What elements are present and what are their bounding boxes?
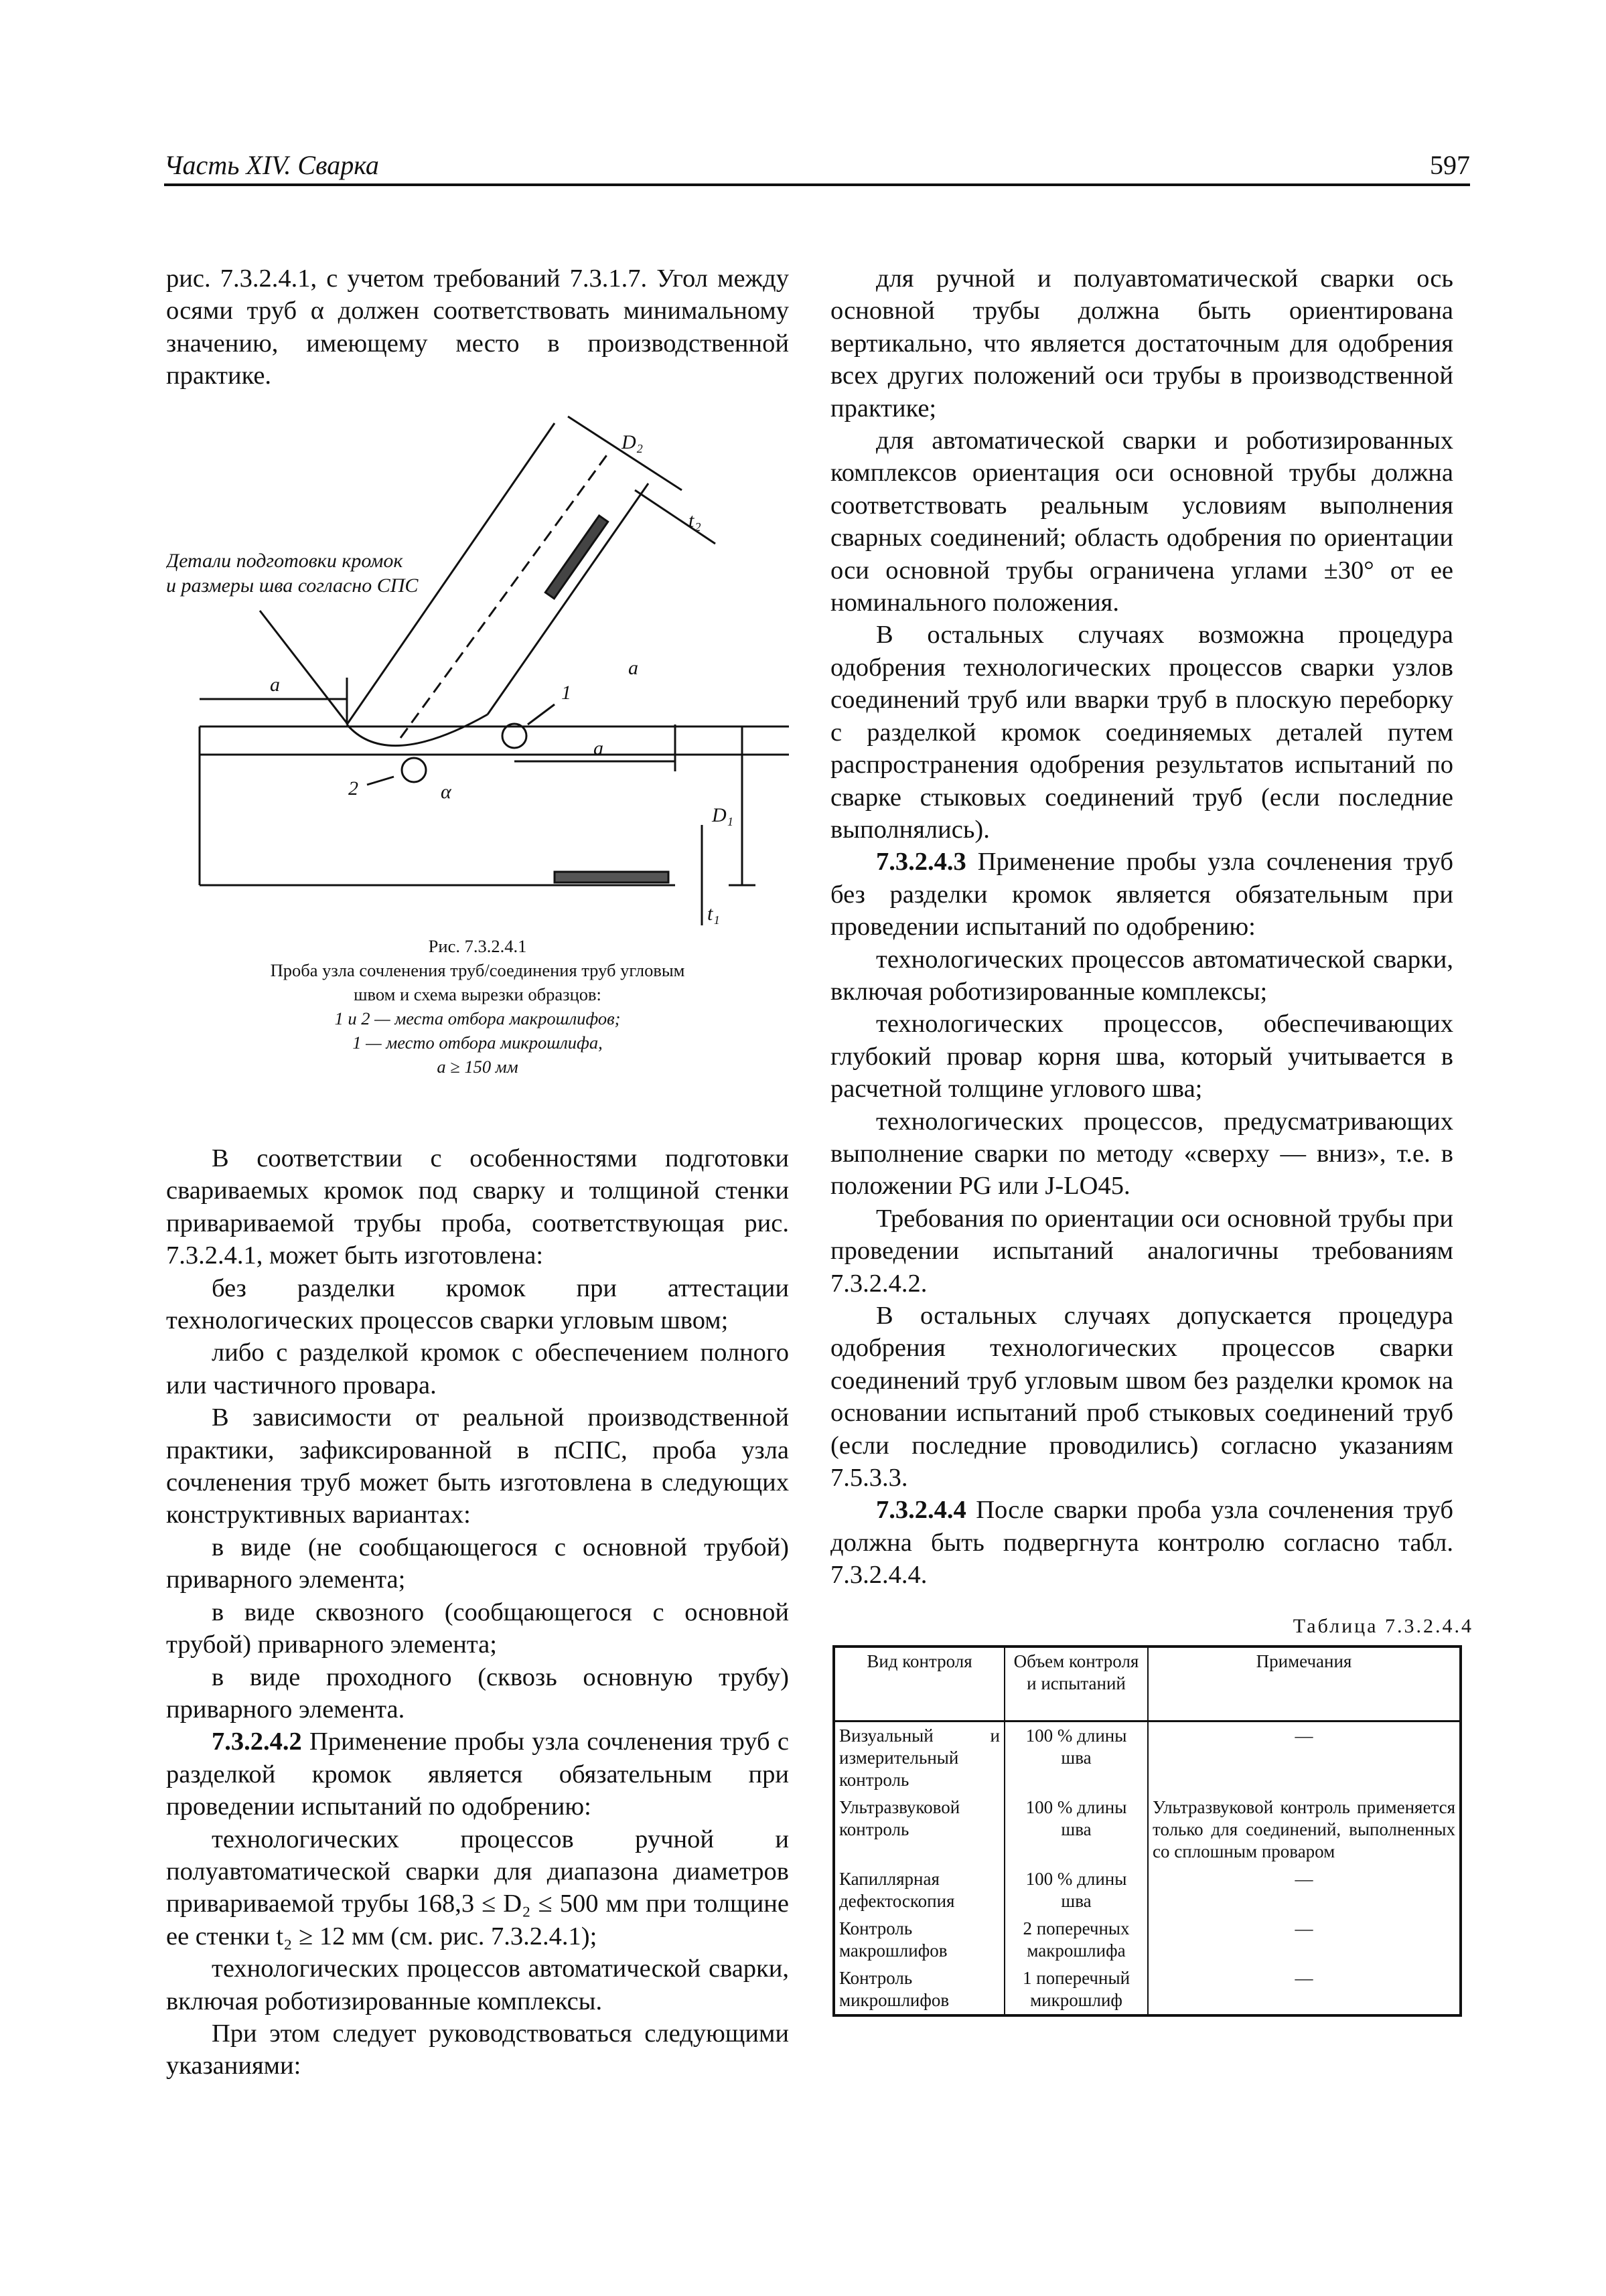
bottom-weld-bead	[555, 872, 668, 883]
paragraph-7-3-2-4-2	[166, 1726, 789, 1823]
figure-pipe-joint	[166, 410, 789, 925]
dim-d2	[568, 416, 682, 490]
table-cell-note	[1148, 1915, 1461, 1965]
label-d1: D₁	[712, 804, 734, 826]
weld-root-curve	[347, 714, 488, 746]
leader-1	[528, 704, 555, 724]
figure-caption	[166, 934, 789, 1079]
label-a-left: a	[270, 674, 280, 696]
label-a-branch: a	[628, 657, 638, 679]
column-header: Объем контроля и испытаний	[1005, 1647, 1148, 1721]
paragraph: технологических процессов, обеспечивающих глубокий провар корня шва, который учитывается в расчетной толщине углового шва;	[830, 1010, 1453, 1103]
label-a-right: a	[593, 737, 603, 759]
table-cell-note	[1148, 1721, 1461, 1794]
table-cell: 2 поперечных макрошлифа	[1005, 1915, 1148, 1965]
paragraph: без разделки кромок при аттестации технологических процессов сварки угловым швом;	[166, 1274, 789, 1335]
column-header: Примечания	[1148, 1647, 1461, 1721]
paragraph: технологических процессов автоматической сварки, включая роботизированные комплексы;	[830, 945, 1453, 1006]
dash: —	[1295, 1869, 1313, 1889]
clause-number: 7.3.2.4.4	[876, 1496, 966, 1525]
label-details-1: Детали подготовки кромок	[166, 550, 403, 572]
paragraph: для ручной и полуавтоматической сварки ось основной трубы должна быть ориентирована вертикально, что является достаточным для одобрения всех других положений оси трубы в производственной практике;	[830, 264, 1453, 423]
table-cell: Ультразвуковой контроль	[834, 1794, 1005, 1865]
table-cell: Капиллярная дефектоскопия	[834, 1865, 1005, 1915]
header-rule	[164, 183, 1470, 186]
clause-number: 7.3.2.4.2	[212, 1728, 302, 1756]
dim-t2	[635, 490, 715, 544]
clause-number: 7.3.2.4.3	[876, 848, 966, 876]
table-cell: 100 % длины шва	[1005, 1721, 1148, 1794]
control-table	[832, 1645, 1462, 2017]
paragraph: В остальных случаях допускается процедура одобрения технологических процессов сварки соединений труб угловым швом без разделки кромок на основании испытаний проб стыковых соединений труб (если последние проводились) согласно указаниям 7.5.3.3.	[830, 1302, 1453, 1493]
paragraph-7-3-2-4-4	[830, 1494, 1453, 1591]
label-d2: D₂	[622, 431, 644, 453]
figure-drawing	[166, 410, 789, 925]
label-t1: t₁	[707, 903, 720, 925]
table-header-row	[834, 1647, 1461, 1721]
paragraph: В остальных случаях возможна процедура одобрения технологических процессов сварки узлов соединений труб или вварки труб в плоскую переборку с разделкой кромок соединяемых деталей путем распространения одобрения результатов испытаний по сварке стыковых соединений труб (если последние выполнялись).	[830, 621, 1453, 844]
caption-line: a ≥ 150 мм	[437, 1057, 518, 1077]
paragraph: в виде сквозного (сообщающегося с основной трубой) приварного элемента;	[166, 1598, 789, 1659]
table-row	[834, 1915, 1461, 1965]
label-1: 1	[561, 682, 571, 704]
paragraph: технологических процессов, предусматривающих выполнение сварки по методу «сверху — вниз», т.е. в положении PG или J-LO45.	[830, 1107, 1453, 1201]
label-t2: t₂	[688, 510, 701, 532]
table-cell: 100 % длины шва	[1005, 1794, 1148, 1865]
section-title: Часть XIV. Сварка	[164, 150, 379, 180]
table-cell: Ультразвуковой контроль применяется только для соединений, выполненных со сплошным проваром	[1148, 1794, 1461, 1865]
table-cell-note	[1148, 1965, 1461, 2015]
dash: —	[1295, 1726, 1313, 1746]
running-header	[164, 149, 1470, 186]
paragraph: в виде (не сообщающегося с основной трубой) приварного элемента;	[166, 1533, 789, 1594]
table-row	[834, 1721, 1461, 1794]
leader-2	[367, 777, 394, 785]
caption-line: 1 — место отбора микрошлифа,	[352, 1032, 603, 1053]
paragraph: В зависимости от реальной производственной практики, зафиксированной в пСПС, проба узла сочленения труб может быть изготовлена в следующих конструктивных вариантах:	[166, 1403, 789, 1529]
table-row	[834, 1965, 1461, 2015]
table-row	[834, 1865, 1461, 1915]
caption-number: Рис. 7.3.2.4.1	[428, 936, 527, 956]
paragraph: рис. 7.3.2.4.1, с учетом требований 7.3.1.7. Угол между осями труб α должен соответствовать минимальному значению, имеющему место в производственной практике.	[166, 264, 789, 390]
branch-pipe-right-edge	[488, 483, 648, 714]
caption-line: швом и схема вырезки образцов:	[354, 984, 601, 1004]
clause-text: После сварки проба узла сочленения труб должна быть подвергнута контролю согласно табл. 7.3.2.4.4.	[830, 1496, 1453, 1590]
leader-line	[260, 611, 347, 723]
table-cell: 100 % длины шва	[1005, 1865, 1148, 1915]
page-number: 597	[1430, 150, 1470, 180]
table-cell: Контроль макрошлифов	[834, 1915, 1005, 1965]
table-cell: 1 поперечный микрошлиф	[1005, 1965, 1148, 2015]
table-cell-note	[1148, 1865, 1461, 1915]
table-caption: Таблица 7.3.2.4.4	[1293, 1615, 1473, 1637]
paragraph: Требования по ориентации оси основной трубы при проведении испытаний аналогичны требованиям 7.3.2.4.2.	[830, 1204, 1453, 1298]
left-column-top	[166, 262, 789, 392]
dash: —	[1295, 1968, 1313, 1988]
right-column	[830, 262, 1453, 1592]
macro-sample-2	[402, 758, 426, 782]
table-cell: Контроль микрошлифов	[834, 1965, 1005, 2015]
label-2: 2	[348, 777, 358, 799]
branch-pipe-left-edge	[347, 423, 555, 724]
caption-line: Проба узла сочленения труб/соединения труб угловым	[270, 960, 685, 980]
clause-text: Применение пробы узла сочленения труб с разделкой кромок является обязательным при проведении испытаний по одобрению:	[166, 1728, 789, 1821]
table-cell: Визуальный и измерительный контроль	[834, 1721, 1005, 1794]
paragraph: При этом следует руководствоваться следующими указаниями:	[166, 2019, 789, 2080]
caption-line: 1 и 2 — места отбора макрошлифов;	[334, 1008, 621, 1028]
label-alpha: α	[441, 781, 451, 803]
table-row	[834, 1794, 1461, 1865]
paragraph: В соответствии с особенностями подготовки свариваемых кромок под сварку и толщиной стенки привариваемой трубы проба, соответствующая рис. 7.3.2.4.1, может быть изготовлена:	[166, 1144, 789, 1270]
left-column-body	[166, 1142, 789, 2082]
label-details-2: и размеры шва согласно СПС	[166, 575, 419, 597]
clause-text: Применение пробы узла сочленения труб без разделки кромок является обязательным при проведении испытаний по одобрению:	[830, 848, 1453, 941]
paragraph: для автоматической сварки и роботизированных комплексов ориентация оси основной трубы должна соответствовать реальным условиям выполнения сварных соединений; область одобрения по ориентации оси основной трубы ограничена углами ±30° от ее номинального положения.	[830, 427, 1453, 617]
paragraph: либо с разделкой кромок с обеспечением полного или частичного провара.	[166, 1338, 789, 1399]
paragraph: технологических процессов автоматической сварки, включая роботизированные комплексы.	[166, 1955, 789, 2015]
paragraph-7-3-2-4-3	[830, 846, 1453, 943]
column-header: Вид контроля	[834, 1647, 1005, 1721]
paragraph: технологических процессов ручной и полуавтоматической сварки для диапазона диаметров привариваемой трубы 168,3 ≤ D₂ ≤ 500 мм при толщине ее стенки t₂ ≥ 12 мм (см. рис. 7.3.2.4.1);	[166, 1825, 789, 1950]
dash: —	[1295, 1918, 1313, 1938]
paragraph: в виде проходного (сквозь основную трубу) приварного элемента.	[166, 1663, 789, 1724]
